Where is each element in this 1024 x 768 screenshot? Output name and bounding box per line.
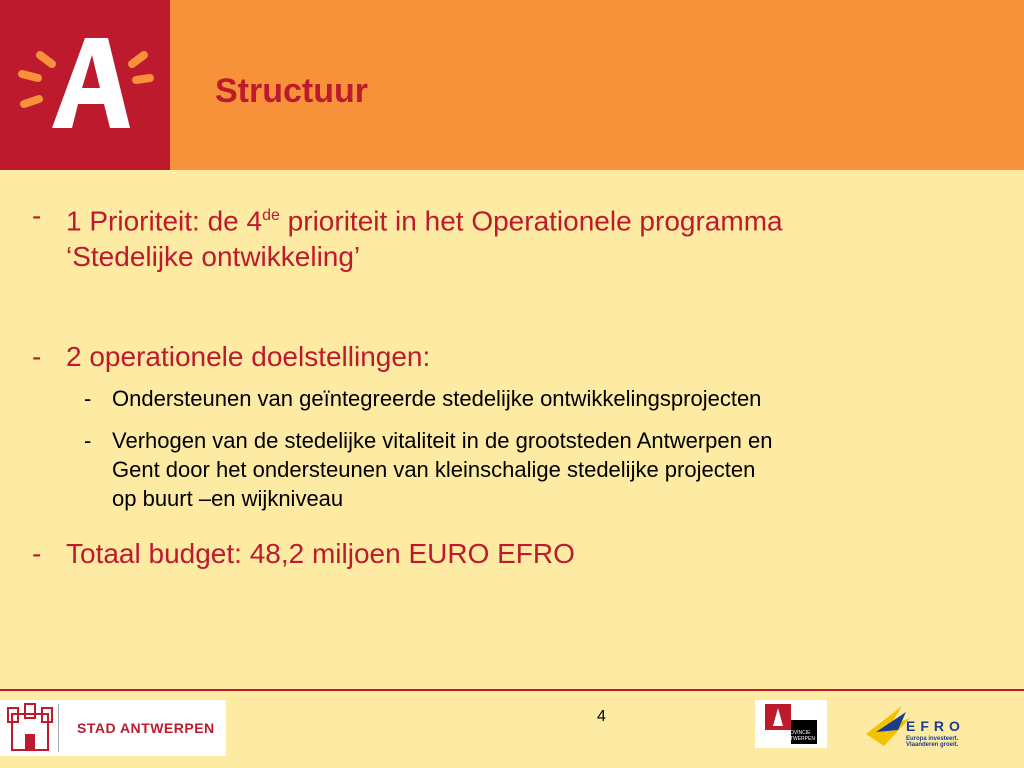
bullet-priority-sup: de (262, 207, 280, 224)
antwerp-a-logo (0, 0, 170, 170)
stad-antwerpen-logo (0, 700, 226, 756)
subbullet-vitality-line2: Gent door het ondersteunen van kleinschalige stedelijke projecten (112, 457, 756, 482)
bullet-dash: - (32, 200, 42, 231)
page-number: 4 (597, 708, 606, 725)
bullet-dash: - (32, 341, 42, 372)
subbullet-dash: - (84, 386, 92, 411)
bullet-budget: Totaal budget: 48,2 miljoen EURO EFRO (66, 538, 575, 569)
subbullet-dash: - (84, 428, 92, 453)
bullet-priority-line2: ‘Stedelijke ontwikkeling’ (66, 241, 361, 273)
bullet-priority-prefix: 1 Prioriteit: de 4 (66, 205, 263, 237)
bullet-priority (66, 198, 996, 275)
logo-separator (58, 704, 59, 752)
slide-title: Structuur (215, 72, 368, 110)
provincie-antwerpen-logo (755, 700, 827, 748)
bullet-priority-suffix: prioriteit in het Operationele programma (279, 205, 783, 237)
provincie-label: PROVINCIE ANTWERPEN (783, 730, 815, 742)
bullet-objectives: 2 operationele doelstellingen: (66, 341, 431, 372)
efro-label: EFRO (906, 718, 965, 734)
subbullet-support: Ondersteunen van geïntegreerde stedelijke ontwikkelingsprojecten (112, 386, 762, 411)
efro-logo (862, 696, 980, 751)
bullet-dash: - (32, 538, 42, 569)
efro-tagline-2: Vlaanderen groeit. (906, 742, 959, 748)
subbullet-vitality-line3: op buurt –en wijkniveau (112, 486, 344, 511)
efro-tagline-1: Europa investeert. (906, 736, 959, 742)
subbullet-vitality-line1: Verhogen van de stedelijke vitaliteit in de grootsteden Antwerpen en (112, 428, 773, 453)
efro-tagline (906, 736, 958, 748)
castle-icon (0, 700, 60, 756)
stad-antwerpen-label: STAD ANTWERPEN (77, 720, 215, 736)
